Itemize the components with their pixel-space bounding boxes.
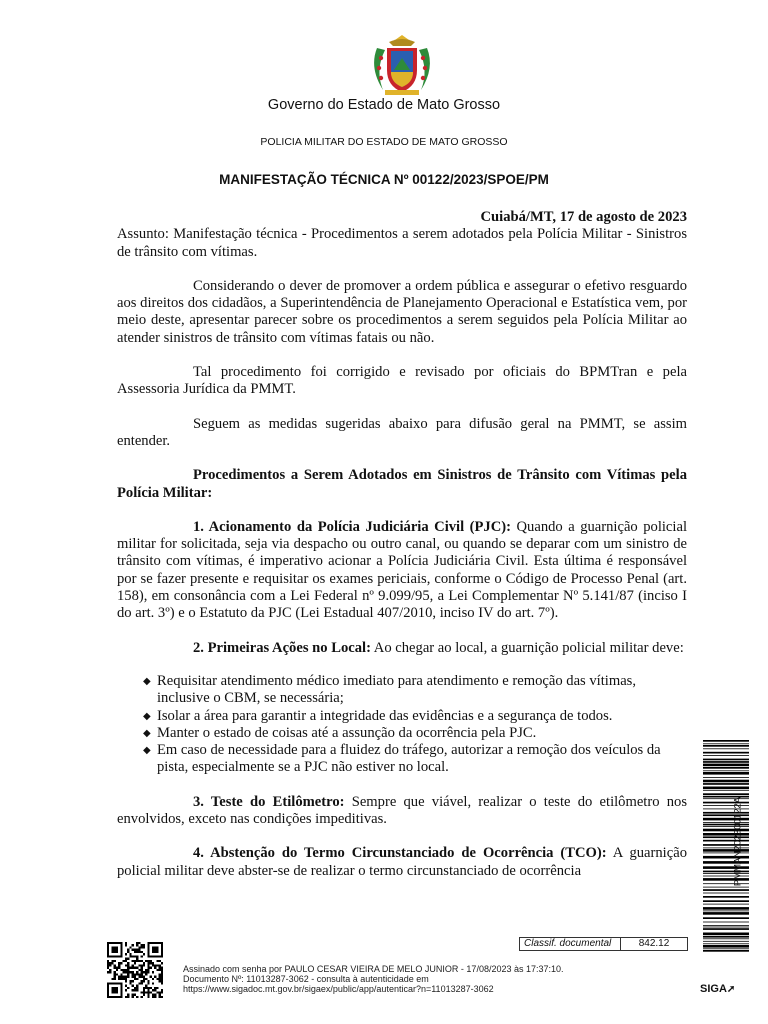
diamond-bullet-icon: ◆ bbox=[143, 710, 151, 722]
list-item: ◆ Requisitar atendimento médico imediato para atendimento e remoção das vítimas, inclusive o CBM, se necessária; bbox=[143, 672, 637, 707]
subject-line: Assunto: Manifestação técnica - Procedimentos a serem adotados pela Polícia Militar - Sinistros de trânsito com vítimas. bbox=[117, 226, 687, 260]
document-body bbox=[117, 209, 687, 880]
institution-name: POLICIA MILITAR DO ESTADO DE MATO GROSSO bbox=[260, 136, 508, 148]
item-2-title: 2. Primeiras Ações no Local: bbox=[193, 639, 371, 656]
item-1 bbox=[117, 519, 687, 623]
arrow-icon: ➚ bbox=[726, 984, 736, 995]
item-1-text: Quando a guarnição policial militar for solicitada, seja via despacho ou outro canal, ou quando se deparar com um sinistro de trânsito com vítimas, é imperativo acionar a Polícia Judiciária Civil. Esta última é responsável por se fazer presente e requisitar os exames periciais, conforme o Código de Processo Penal (art. 158), em consonância com a Lei Federal nº 9.099/95, a Lei Complementar Nº 5.141/87 (inciso I do art. 3º) e o Estatuto da PJC (Lei Estadual 407/2010, inciso IV do art. 7º). bbox=[117, 518, 688, 622]
paragraph-3: Seguem as medidas sugeridas abaixo para difusão geral na PMMT, se assim entender. bbox=[117, 415, 687, 449]
coat-of-arms-icon bbox=[367, 34, 437, 98]
siga-logo: SIGA➚ bbox=[700, 983, 736, 995]
classification-value: 842.12 bbox=[620, 937, 688, 951]
qr-code-icon[interactable] bbox=[107, 942, 163, 998]
document-title: MANIFESTAÇÃO TÉCNICA Nº 00122/2023/SPOE/PM bbox=[219, 172, 549, 187]
item-2-text: Ao chegar ao local, a guarnição policial militar deve: bbox=[370, 639, 684, 656]
signature-line: Assinado com senha por PAULO CESAR VIEIRA DE MELO JUNIOR - 17/08/2023 às 17:37:10. bbox=[183, 964, 564, 974]
item-4-text: A guarnição policial militar deve abster-se de realizar o termo circunstanciado de ocorrência bbox=[117, 845, 687, 879]
classification-box bbox=[519, 937, 688, 951]
date-line: Cuiabá/MT, 17 de agosto de 2023 bbox=[480, 209, 687, 225]
signature-block bbox=[183, 964, 564, 994]
diamond-bullet-icon: ◆ bbox=[143, 727, 151, 739]
diamond-bullet-icon: ◆ bbox=[143, 745, 151, 757]
item-4 bbox=[117, 845, 687, 880]
list-item: ◆ Em caso de necessidade para a fluidez do tráfego, autorizar a remoção dos veículos da pista, especialmente se a PJC não estiver no local. bbox=[143, 742, 661, 776]
barcode-code: PMMAN202300122A bbox=[732, 796, 744, 887]
list-item: ◆ Manter o estado de coisas até a assunção da ocorrência pela PJC. bbox=[143, 724, 537, 741]
item-3-title: 3. Teste do Etilômetro: bbox=[193, 793, 345, 810]
paragraph-1: Considerando o dever de promover a ordem pública e assegurar o efetivo resguardo aos direitos dos cidadãos, a Superintendência de Planejamento Operacional e Estatística vem, por meio deste, apresentar parecer sobre os procedimentos a serem seguidos pela Polícia Militar ao atender sinistros de trânsito com vítimas fatais ou não. bbox=[117, 277, 687, 346]
item-1-title: 1. Acionamento da Polícia Judiciária Civil (PJC): bbox=[193, 518, 511, 535]
item-3 bbox=[117, 794, 687, 829]
government-name: Governo do Estado de Mato Grosso bbox=[267, 97, 501, 113]
item-3-text: Sempre que viável, realizar o teste do etilômetro nos envolvidos, exceto nas condições impeditivas. bbox=[117, 793, 688, 828]
authentication-link[interactable]: https://www.sigadoc.mt.gov.br/sigaex/public/app/autenticar?n=11013287-3062 bbox=[183, 984, 494, 994]
item-2 bbox=[117, 640, 687, 657]
item-4-title: 4. Abstenção do Termo Circunstanciado de Ocorrência (TCO): bbox=[193, 845, 607, 862]
paragraph-2: Tal procedimento foi corrigido e revisado por oficiais do BPMTran e pela Assessoria Jurídica da PMMT. bbox=[117, 364, 687, 398]
section-title: Procedimentos a Serem Adotados em Sinistros de Trânsito com Vítimas pela Polícia Militar: bbox=[117, 467, 687, 501]
actions-list bbox=[117, 673, 687, 777]
diamond-bullet-icon: ◆ bbox=[143, 675, 151, 687]
classification-label: Classif. documental bbox=[519, 937, 620, 951]
document-number-line: Documento Nº: 11013287-3062 - consulta à autenticidade em bbox=[183, 974, 429, 984]
list-item: ◆ Isolar a área para garantir a integridade das evidências e a segurança de todos. bbox=[143, 707, 613, 724]
